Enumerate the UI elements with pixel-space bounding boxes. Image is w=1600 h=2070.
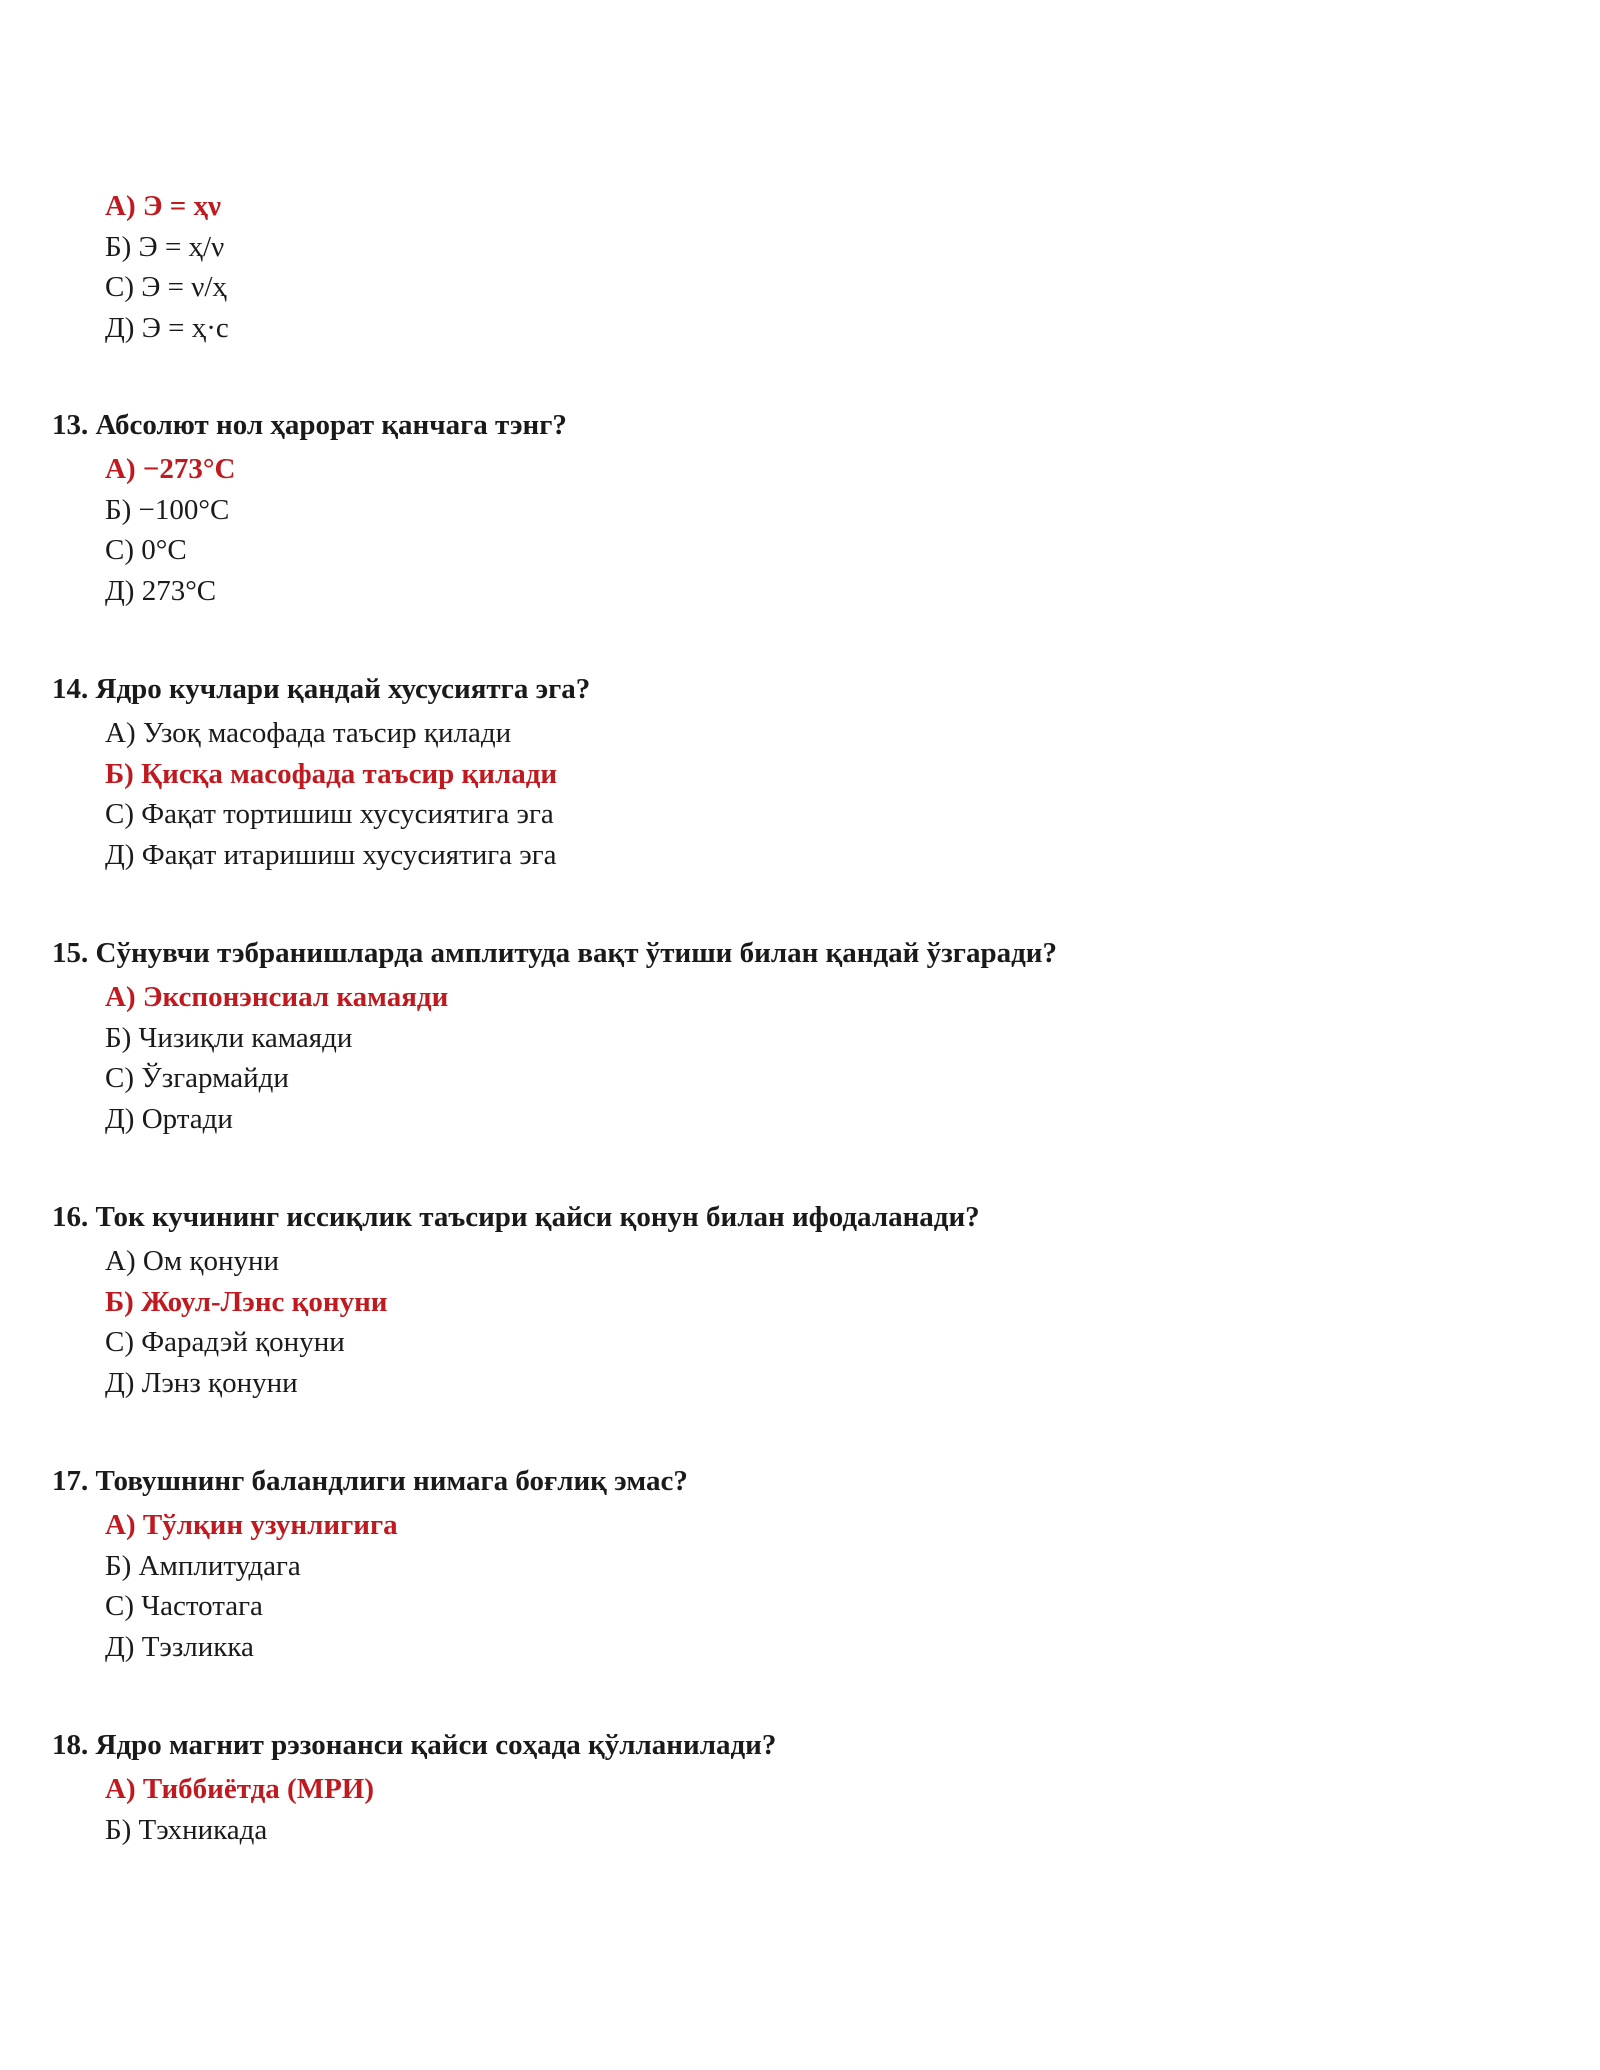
option-d: Д) 273°C [105, 574, 217, 607]
option-c: С) Фақат тортишиш хусусиятига эга [105, 798, 554, 830]
option-c: С) Ўзгармайди [105, 1062, 289, 1094]
option-d: Д) Ортади [105, 1102, 233, 1135]
question-options [105, 977, 1057, 1139]
option-d: Д) Тэзликка [105, 1630, 254, 1663]
question-title: 18. Ядро магнит рэзонанси қайси соҳада қўлланилади? [52, 1729, 777, 1761]
option-b: Б) Чизиқли камаяди [105, 1021, 353, 1054]
option-b: Б) Қисқа масофада таъсир қилади [105, 757, 558, 790]
question-options [105, 1769, 776, 1850]
option-b: Б) Амплитудага [105, 1549, 301, 1582]
option-d: Д) Лэнз қонуни [105, 1366, 298, 1399]
question-15 [52, 933, 1057, 1139]
question-options [105, 449, 567, 611]
option-a: А) Экспонэнсиал камаяди [105, 981, 449, 1013]
question-options [105, 1505, 688, 1667]
question-12-options [105, 186, 229, 348]
option-c: С) Э = ν/ҳ [105, 271, 227, 303]
option-b: Б) Жоул-Лэнс қонуни [105, 1285, 388, 1318]
question-18 [52, 1725, 776, 1850]
option-c: С) 0°C [105, 534, 187, 566]
question-16 [52, 1197, 980, 1403]
option-a: А) Тиббиётда (МРИ) [105, 1773, 375, 1805]
option-a: А) Э = ҳν [105, 190, 221, 222]
question-14 [52, 669, 590, 875]
option-d: Д) Э = ҳ·c [105, 311, 229, 344]
question-options [105, 1241, 980, 1403]
option-b: Б) Тэхникада [105, 1813, 268, 1846]
question-title: 15. Сўнувчи тэбранишларда амплитуда вақт ўтиши билан қандай ўзгаради? [52, 937, 1057, 969]
question-17 [52, 1461, 688, 1667]
option-b: Б) Э = ҳ/ν [105, 230, 225, 263]
option-a: А) Ом қонуни [105, 1245, 280, 1277]
option-c: С) Частотага [105, 1590, 263, 1622]
question-title: 16. Ток кучининг иссиқлик таъсири қайси қонун билан ифодаланади? [52, 1201, 980, 1233]
question-title: 14. Ядро кучлари қандай хусусиятга эга? [52, 673, 591, 705]
option-c: С) Фарадэй қонуни [105, 1326, 345, 1358]
option-a: А) −273°C [105, 453, 236, 485]
question-13 [52, 405, 567, 611]
option-a: А) Узоқ масофада таъсир қилади [105, 717, 512, 749]
question-title: 13. Абсолют нол ҳарорат қанчага тэнг? [52, 409, 567, 441]
option-b: Б) −100°C [105, 493, 230, 526]
option-d: Д) Фақат итаришиш хусусиятига эга [105, 838, 557, 871]
question-title: 17. Товушнинг баландлиги нимага боғлиқ эмас? [52, 1465, 688, 1497]
option-a: А) Тўлқин узунлигига [105, 1509, 398, 1541]
question-options [105, 713, 590, 875]
